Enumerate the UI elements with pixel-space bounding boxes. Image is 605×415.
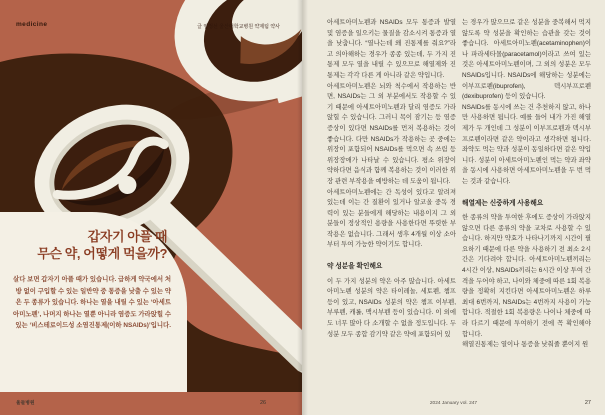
left-page — [0, 0, 302, 415]
paragraph: 아세트아미노펜에는 간 독성이 있다고 알려져 있는데 이는 간 질환이 있거나 알코올 중독 경력이 있는 분들에게 해당하는 내용이지 그 외 분들이 정상적인 용량을 사용한다면 뚜렷한 부작용은 없습니다. 그래서 생후 4개월 이상 소아부터 투여 가능한 약이기도 합니다. — [327, 188, 456, 249]
article-title-line2: 무슨 약, 어떻게 먹을까? — [37, 246, 167, 261]
subheading-check-ingredients: 약 성분을 확인해요 — [327, 263, 383, 271]
article-title-line1: 갑자기 아플 때 — [87, 229, 167, 244]
right-page — [302, 0, 605, 415]
body-column-1 — [327, 18, 456, 340]
paragraph: 해열진통제는 열이나 통증을 낮춰줄 뿐이지 원 — [462, 341, 589, 349]
body-column-2 — [462, 18, 591, 351]
title-panel — [0, 212, 187, 392]
paragraph: 이 두 가지 성분의 약은 아주 많습니다. 아세트아미노펜 성분의 약은 타이레놀, 세토펜, 챔프 등이 있고, NSAIDs 성분의 약은 챔프 이부펜, 부루펜, 캐롤, 맥시부펜 등이 있습니다. 이 외에도 너무 많아 다 소개할 수 없을 정도입니다. 두 성분 모두 종합 감기약 같은 약에 포함되어 있 — [327, 277, 456, 338]
page-number-left: 26 — [260, 400, 267, 406]
author-byline: 글 염정선 울산대학교병원 약제팀 약사 — [197, 24, 280, 30]
paragraph: 한 종류의 약을 투여한 후에도 증상이 가라앉지 않으면 다른 종류의 약을 교차로 사용할 수 있습니다. 하지만 약효가 나타나기까지 시간이 필요하기 때문에 다른 약을 사용하기 전 최소 2시간은 기다려야 합니다. 아세트아미노펜끼리는 4시간 이상, NSAIDs끼리는 6시간 이상 투여 간격을 두어야 하고, 나이와 체중에 따른 1회 복용량을 정확히 지킨다면 아세트아미노펜은 하루 최대 6번까지, NSAIDs는 4번까지 사용이 가능합니다. 적절한 1회 복용량은 나이나 체중에 따라 다르기 때문에 투여하기 전에 꼭 확인해야 합니다. — [462, 214, 591, 338]
paragraph: 아세트아미노펜은 뇌와 척수에서 작용하는 반면, NSAIDs는 그 외 부분에서도 작용할 수 있기 때문에 아세트아미노펜과 달리 염증도 가라앉힐 수 있습니다. 그러니 목이 잠기는 등 염증 증상이 있다면 NSAIDs를 먼저 복용하는 것이 좋습니다. 다만 NSAIDs가 작용하는 곳 중에는 위장이 포함되어 NSAIDs를 먹으면 속 쓰림 등 위장장애가 나타날 수 있습니다. 평소 위장이 약하다면 음식과 함께 복용하는 것이 이러한 위장 관련 부작용을 예방하는 데 도움이 됩니다. — [327, 82, 456, 185]
issue-footer: 2024 January vol. 247 — [429, 401, 478, 406]
page-number-right: 27 — [584, 400, 591, 406]
left-footer-strip — [0, 391, 302, 415]
article-intro: 살다 보면 갑자기 아플 때가 있습니다. 급하게 약국에서 처방 없이 구입할 수 있는 일반약 중 통증을 낮출 수 있는 약은 두 종류가 있습니다. 하나는 열을 내릴 수 있는 ‘아세트아미노펜’, 나머지 하나는 열뿐 아니라 염증도 가라앉힐 수 있는 ‘비스테로이드성 소염진통제(이하 NSAIDs)’입니다. — [13, 276, 171, 329]
paragraph: NSAIDs를 동시에 쓰는 건 추천하지 않고, 하나만 사용하면 됩니다. 예를 들어 내가 가진 해열제가 두 개인데 그 성분이 이부프로펜과 덱시부프로펜이라면 같은 약이라고 생각하면 됩니다. 좌약도 먹는 약과 성분이 동일하다면 같은 약입니다. 성분이 아세트아미노펜인 먹는 약과 좌약을 동시에 사용하면 아세트아미노펜을 두 번 먹는 것과 같습니다. — [462, 103, 591, 185]
section-label: medicine — [16, 21, 48, 28]
subheading-use-carefully: 해열제는 신중하게 사용해요 — [462, 199, 544, 207]
paragraph: 아세트아미노펜과 NSAIDs 모두 통증과 발열 및 염증을 일으키는 물질을 감소시켜 통증과 열을 낮춥니다. “열나는데 왜 진통제를 줘요?”라고 의아해하는 경우가 종종 있는데, 두 가지 진통제 모두 열을 내릴 수 있으므로 해열제와 진통제는 각각 다른 게 아니라 같은 약입니다. — [327, 19, 456, 79]
magazine-name-footer: 울들병원 — [16, 401, 35, 406]
article-title — [8, 228, 167, 262]
paragraph: 는 경우가 많으므로 같은 성분을 중복해서 먹지 않도록 약 성분을 확인하는 습관을 갖는 것이 좋습니다. 아세트아미노펜(acetaminophen)이나 파라세타몰(paracetamol)이라고 쓰여 있는 것은 아세트아미노펜이며, 그 외의 성분은 모두 NSAIDs입니다. NSAIDs에 해당하는 성분에는 이부프로펜(ibuprofen), 덱시부프로펜(dexibuprofen) 등이 있습니다. — [462, 19, 591, 101]
